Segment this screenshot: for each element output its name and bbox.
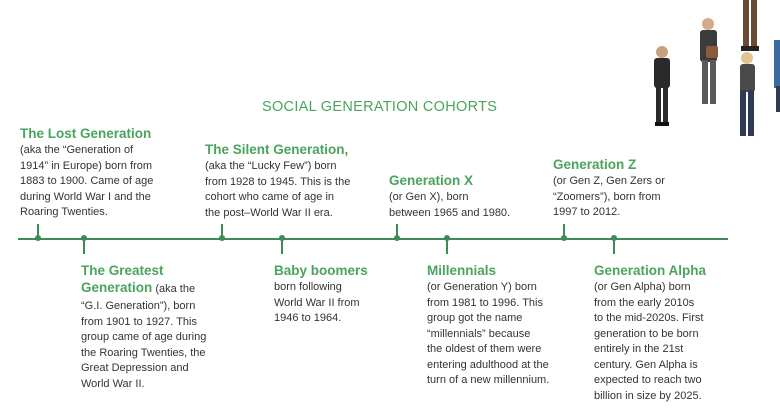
generation-name-wrap — [81, 262, 261, 298]
generation-description: (or Gen Alpha) born from the early 2010s to the mid-2020s. First generation to be born entirely in the 21st century. Gen Alpha is expected to reach two billion in size by 2025. — [594, 281, 704, 402]
generation-description: (or Gen X), born between 1965 and 1980. — [389, 191, 511, 219]
timeline-dot — [561, 235, 567, 241]
generation-name: The Silent Generation, — [205, 142, 349, 157]
generation-name: Generation Z — [553, 157, 637, 172]
generation-entry — [81, 262, 261, 392]
generation-entry — [427, 262, 577, 389]
people-illustration — [640, 0, 780, 140]
generation-description: (aka the “Lucky Few”) born from 1928 to 1945. This is the cohort who came of age in the post–World War II era. — [205, 160, 351, 219]
timeline-dot — [444, 235, 450, 241]
timeline-dot — [394, 235, 400, 241]
generation-entry — [389, 172, 549, 221]
generation-name: Generation X — [389, 173, 474, 188]
diagram-title: SOCIAL GENERATION COHORTS — [262, 99, 498, 115]
generation-entry — [20, 125, 195, 221]
generation-description: born following World War II from 1946 to 1964. — [274, 281, 360, 324]
generation-description: (or Gen Z, Gen Zers or “Zoomers”), born from 1997 to 2012. — [553, 175, 665, 218]
person-figure — [700, 18, 718, 104]
timeline-tick — [83, 240, 85, 254]
generation-description: (aka the “Generation of 1914” in Europe) born from 1883 to 1900. Came of age during World War I and the Roaring Twenties. — [20, 144, 154, 218]
generation-name: Millennials — [427, 263, 497, 278]
generation-description: (or Generation Y) born from 1981 to 1996. This group got the name “millennials” because the oldest of them were entering adulthood at the turn of a new millennium. — [427, 281, 550, 386]
generation-name: The Lost Generation — [20, 126, 152, 141]
timeline-dot — [611, 235, 617, 241]
generation-entry — [594, 262, 744, 404]
generation-entry — [274, 262, 389, 327]
timeline-dot — [35, 235, 41, 241]
generation-entry — [553, 156, 713, 221]
timeline-dot — [81, 235, 87, 241]
timeline-tick — [446, 240, 448, 254]
person-figure — [741, 0, 759, 51]
person-figure — [740, 52, 755, 136]
person-figure — [774, 40, 780, 112]
timeline-dot — [279, 235, 285, 241]
generation-name: Baby boomers — [274, 263, 368, 278]
person-figure — [654, 46, 670, 126]
generation-name-suffix: (aka the — [152, 283, 196, 295]
generation-description: “G.I. Generation”), born from 1901 to 1927. This group came of age during the Roaring Twenties, the Great Depression and World War II. — [81, 300, 207, 390]
generation-name: Generation Alpha — [594, 263, 707, 278]
timeline-tick — [613, 240, 615, 254]
generation-entry — [205, 141, 385, 221]
timeline-line — [18, 238, 728, 240]
timeline-dot — [219, 235, 225, 241]
timeline-tick — [281, 240, 283, 254]
generation-name: The Greatest Generation — [81, 263, 164, 295]
